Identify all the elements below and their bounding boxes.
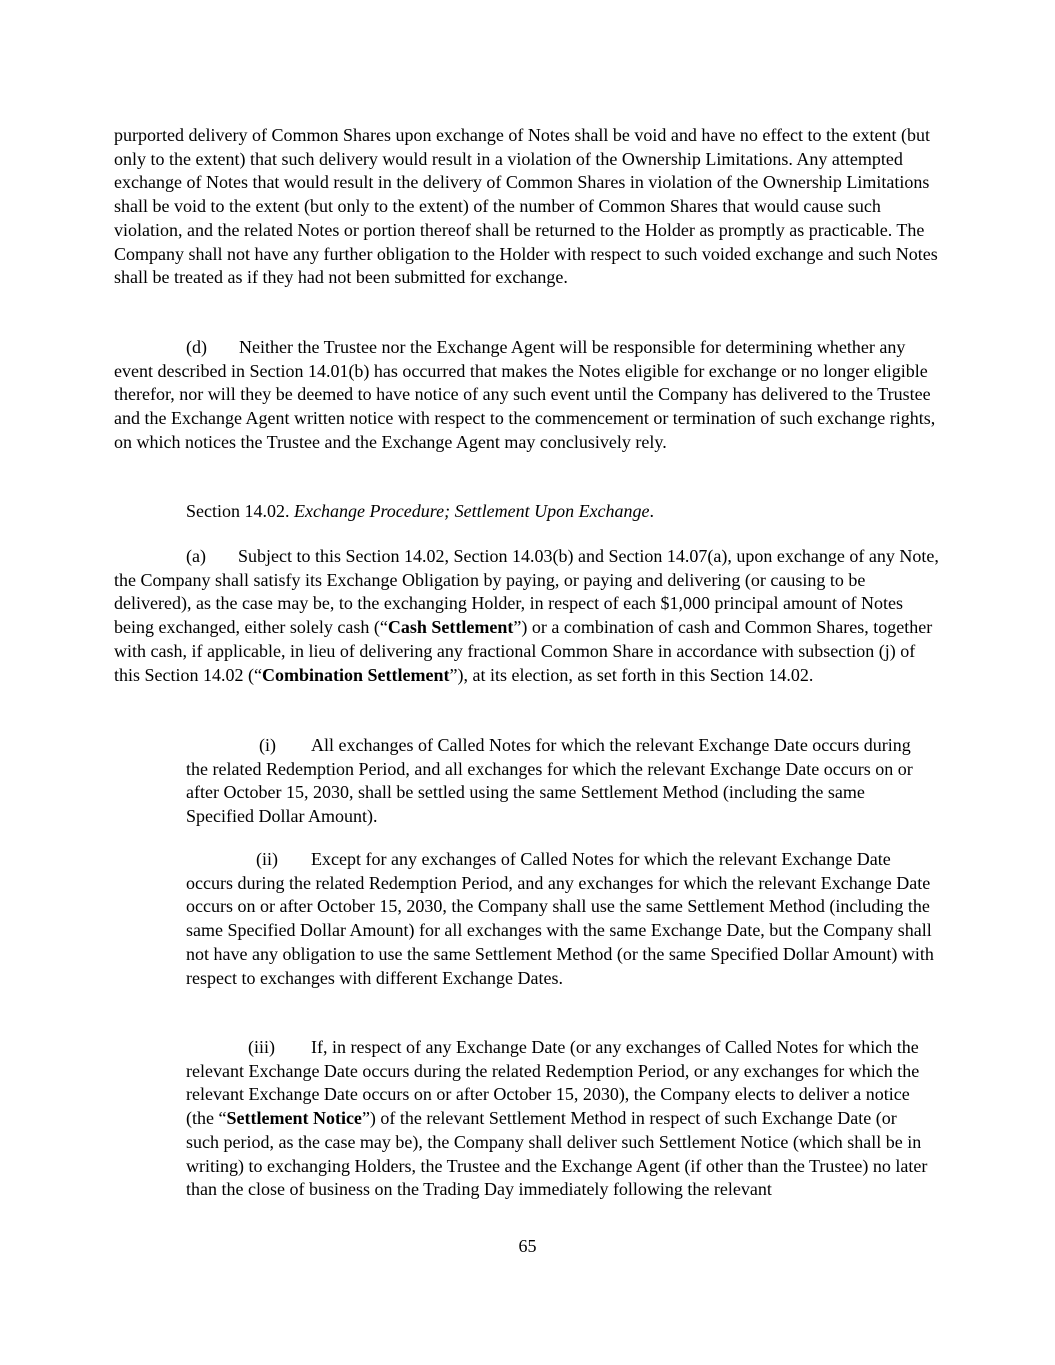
paragraph-d (114, 336, 944, 455)
paragraph-text: Neither the Trustee nor the Exchange Agent will be responsible for determining whether any event described in Section 14.01(b) has occurred that makes the Notes eligible for exchange or no longer eligible therefor, nor will they be deemed to have notice of any such event until the Company has delivered to the Trustee and the Exchange Agent written notice with respect to the commencement or termination of such exchange rights, on which notices the Trustee and the Exchange Agent may conclusively rely. (114, 337, 936, 452)
subparagraph-text: All exchanges of Called Notes for which the relevant Exchange Date occurs during the related Redemption Period, and all exchanges for which the relevant Exchange Date occurs on or after October 15, 2030, shall be settled using the same Settlement Method (including the same Specified Dollar Amount). (186, 735, 913, 827)
paragraph-text: ”), at its election, as set forth in this Section 14.02. (449, 664, 814, 685)
section-heading (114, 500, 944, 524)
defined-term-cash-settlement: Cash Settlement (387, 617, 514, 638)
subparagraph-text: If, in respect of any Exchange Date (or any exchanges of Called Notes for which the relevant Exchange Date occurs during the related Redemption Period, or any exchanges for which the relevant Exchange Date occurs on or after October 15, 2030), the Company elects to deliver a notice (the “ (186, 1037, 920, 1129)
section-period: . (649, 501, 655, 521)
paragraph-label: (d) (186, 337, 207, 357)
paragraph-text: Subject to this Section 14.02, Section 14.03(b) and Section 14.07(a), upon exchange of any Note, the Company shall satisfy its Exchange Obligation by paying, or paying and delivering (or causing to be delivered), as the case may be, to the exchanging Holder, in respect of each $1,000 principal amount of Notes being exchanged, either solely cash (“ (114, 546, 939, 638)
subparagraph-label: (iii) (248, 1037, 275, 1057)
section-title: Exchange Procedure; Settlement Upon Exchange (294, 501, 650, 521)
defined-term-settlement-notice: Settlement Notice (226, 1108, 362, 1129)
subparagraph-text: ”) of the relevant Settlement Method in respect of such Exchange Date (or such period, as the case may be), the Company shall deliver such Settlement Notice (which shall be in writing) to exchanging Holders, the Trustee and the Exchange Agent (if other than the Trustee) no later than the close of business on the Trading Day immediately following the relevant (186, 1108, 928, 1200)
subparagraph-label: (i) (259, 735, 276, 755)
defined-term-combination-settlement: Combination Settlement (261, 664, 450, 685)
subparagraph-ii (186, 848, 934, 990)
subparagraph-label: (ii) (256, 849, 278, 869)
subparagraph-iii (186, 1036, 934, 1202)
paragraph-ownership-limitations (114, 124, 944, 290)
subparagraph-i (186, 734, 934, 829)
paragraph-label: (a) (186, 546, 206, 566)
paragraph-text: ”) or a combination of cash and Common Shares, together with cash, if applicable, in lieu of delivering any fractional Common Share in accordance with subsection (j) of this Section 14.02 (“ (114, 617, 933, 685)
page-number: 65 (518, 1236, 537, 1256)
paragraph-text: purported delivery of Common Shares upon exchange of Notes shall be void and have no effect to the extent (but only to the extent) that such delivery would result in a violation of the Ownership Limitations. Any attempted exchange of Notes that would result in the delivery of Common Shares in violation of the Ownership Limitations shall be void to the extent (but only to the extent) of the number of Common Shares that would cause such violation, and the related Notes or portion thereof shall be returned to the Holder as promptly as practicable. The Company shall not have any further obligation to the Holder with respect to such voided exchange and such Notes shall be treated as if they had not been submitted for exchange. (114, 125, 938, 288)
paragraph-a (114, 545, 944, 687)
subparagraph-text: Except for any exchanges of Called Notes for which the relevant Exchange Date occurs during the related Redemption Period, and any exchanges for which the relevant Exchange Date occurs on or after October 15, 2030, the Company shall use the same Settlement Method (including the same Specified Dollar Amount) for all exchanges with the same Exchange Date, but the Company shall not have any obligation to use the same Settlement Method (or the same Specified Dollar Amount) with respect to exchanges with different Exchange Dates. (186, 849, 934, 988)
section-number: Section 14.02. (186, 501, 290, 521)
